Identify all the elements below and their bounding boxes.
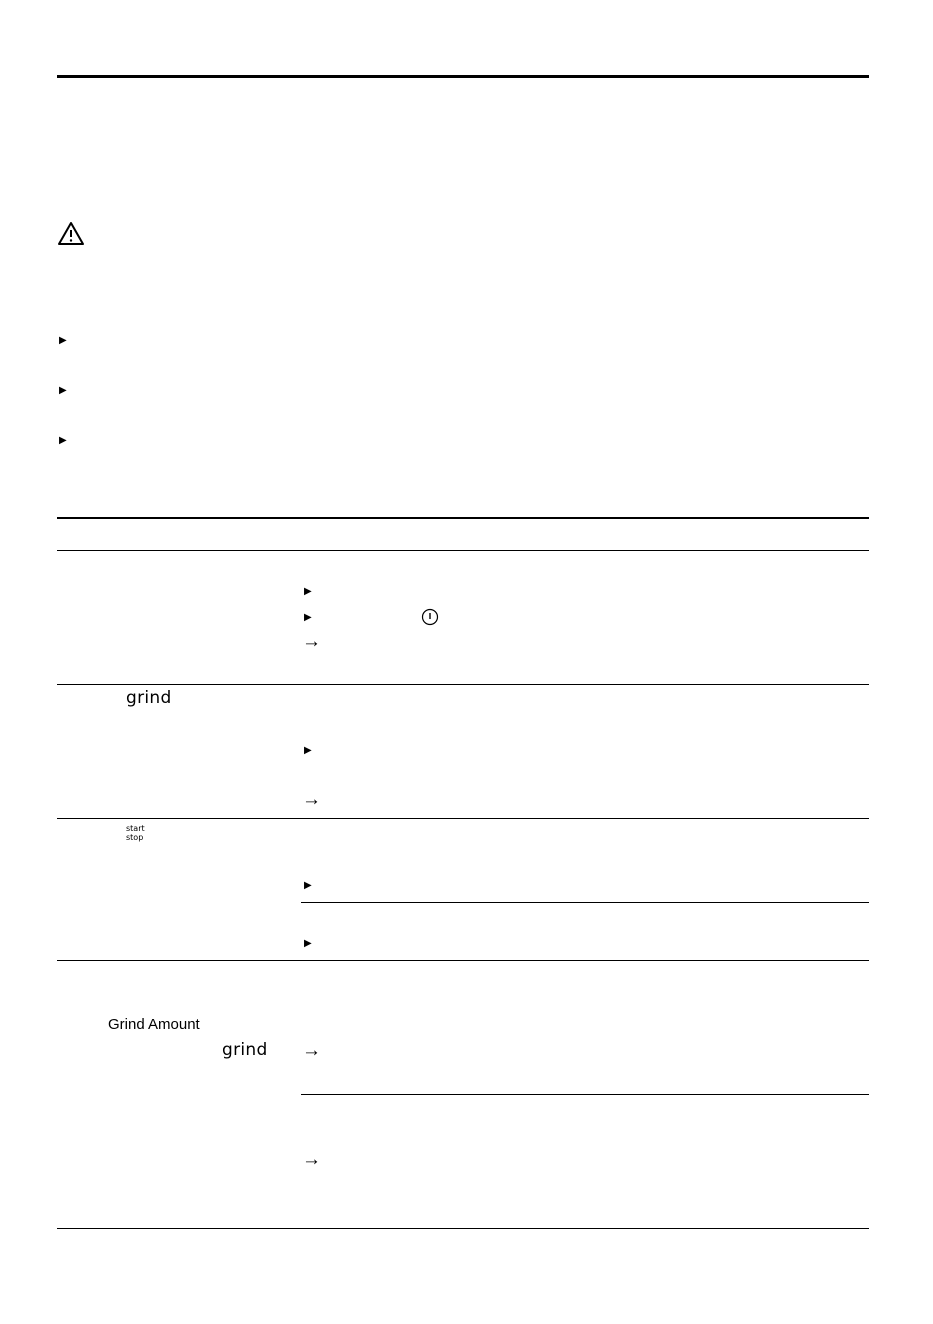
bullet-triangle-icon: ▶ <box>59 385 67 396</box>
table-subrow-rule <box>301 1094 869 1095</box>
table-header-rule <box>57 550 869 551</box>
result-arrow-icon: → <box>302 1149 321 1170</box>
table-row-rule <box>57 960 869 961</box>
bullet-triangle-icon: ▶ <box>304 612 312 623</box>
header-rule <box>57 75 869 78</box>
warning-triangle-icon <box>57 221 85 247</box>
table-subrow-rule <box>301 902 869 903</box>
table-row-rule <box>57 818 869 819</box>
start-stop-label <box>126 824 145 842</box>
power-button-icon <box>421 608 439 626</box>
grind-display-label: grind <box>126 688 172 708</box>
grind-amount-label: Grind Amount <box>108 1016 200 1033</box>
result-arrow-icon: → <box>302 789 321 810</box>
table-top-rule <box>57 517 869 519</box>
bullet-triangle-icon: ▶ <box>59 435 67 446</box>
bullet-triangle-icon: ▶ <box>304 745 312 756</box>
result-arrow-icon: → <box>302 631 321 652</box>
stop-label: stop <box>126 833 144 842</box>
start-label: start <box>126 824 145 833</box>
bullet-triangle-icon: ▶ <box>304 938 312 949</box>
bullet-triangle-icon: ▶ <box>59 335 67 346</box>
bullet-triangle-icon: ▶ <box>304 880 312 891</box>
table-bottom-rule <box>57 1228 869 1229</box>
table-row-rule <box>57 684 869 685</box>
bullet-triangle-icon: ▶ <box>304 586 312 597</box>
result-arrow-icon: → <box>302 1040 321 1061</box>
grind-display-label: grind <box>222 1040 268 1060</box>
